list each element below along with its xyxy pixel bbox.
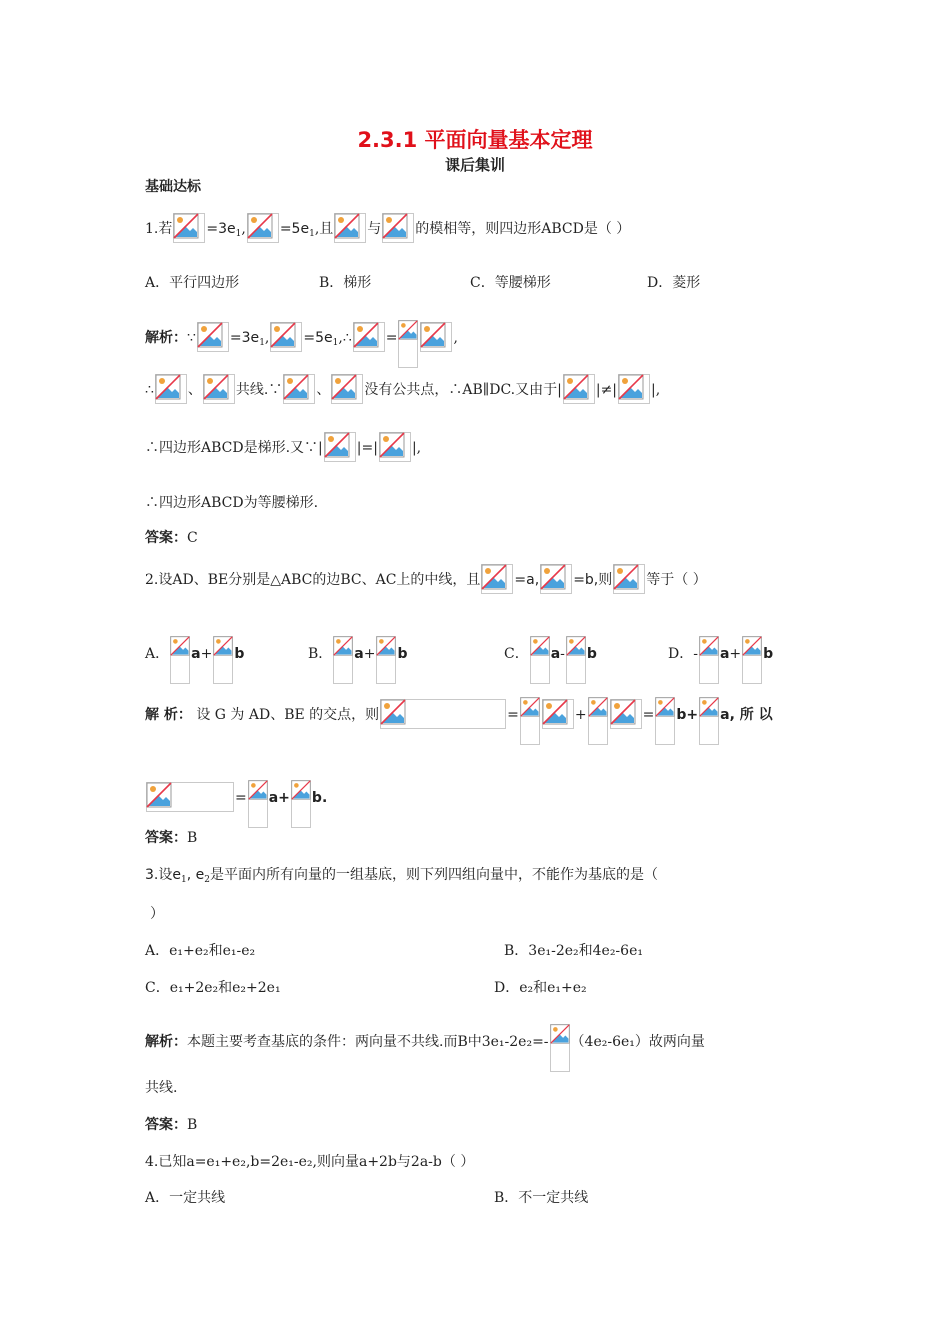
q3-solution-line2: 共线.	[145, 1080, 178, 1096]
q2-option-d: D．- a+ b	[668, 636, 773, 684]
vector-image-icon	[334, 213, 366, 243]
q1-option-a: A．平行四边形	[145, 275, 240, 291]
vector-image-icon	[613, 564, 645, 594]
q1-solution-line3: ∴四边形ABCD是梯形.又∵| |=| |,	[145, 432, 421, 462]
q1-solution-line4: ∴四边形ABCD为等腰梯形.	[145, 495, 319, 511]
vector-image-icon	[380, 699, 506, 729]
q2-option-b: B． a+ b	[308, 636, 408, 684]
section-heading: 基础达标	[145, 179, 201, 195]
vector-image-icon	[197, 322, 229, 352]
q1-stem: 1.若 $=3e_1$, $=5e_1$,且 与 的模相等，则四边形ABCD是（ ）	[145, 213, 630, 243]
fraction-image-icon	[520, 697, 540, 745]
page-title: 2.3.1 平面向量基本定理	[357, 128, 593, 152]
vector-image-icon	[247, 213, 279, 243]
vector-image-icon	[618, 374, 650, 404]
q4-option-b: B．不一定共线	[494, 1190, 589, 1206]
vector-image-icon	[203, 374, 235, 404]
q1-option-c: C．等腰梯形	[470, 275, 551, 291]
vector-image-icon	[155, 374, 187, 404]
q2-solution-line2: = a+ b.	[145, 780, 327, 828]
fraction-image-icon	[213, 636, 233, 684]
q1-option-d: D．菱形	[647, 275, 701, 291]
q2-option-c: C． a- b	[504, 636, 597, 684]
q1-solution-line2: ∴ 、 共线.∵ 、 没有公共点，∴AB∥DC.又由于| |≠| |,	[145, 374, 660, 404]
vector-image-icon	[563, 374, 595, 404]
q2-stem: 2.设AD、BE分别是△ABC的边BC、AC上的中线，且 =a, =b,则 等于（ ）	[145, 564, 707, 594]
fraction-image-icon	[588, 697, 608, 745]
q1-option-b: B．梯形	[319, 275, 372, 291]
page-subtitle: 课后集训	[444, 156, 505, 174]
fraction-image-icon	[655, 697, 675, 745]
fraction-image-icon	[398, 320, 418, 368]
q3-stem: 3.设$e_1$, $e_2$是平面内所有向量的一组基底，则下列四组向量中，不能作为基底的是（	[145, 867, 658, 885]
q2-answer: 答案：B	[145, 830, 198, 846]
q3-option-d: D．e₂和e₁+e₂	[494, 980, 587, 996]
vector-image-icon	[610, 699, 642, 729]
q3-option-c: C．e₁+2e₂和e₂+2e₁	[145, 980, 281, 996]
vector-image-icon	[420, 322, 452, 352]
q3-option-b: B．3e₁-2e₂和4e₂-6e₁	[504, 943, 643, 959]
q3-option-a: A．e₁+e₂和e₁-e₂	[145, 943, 256, 959]
fraction-image-icon	[376, 636, 396, 684]
fraction-image-icon	[291, 780, 311, 828]
vector-image-icon	[353, 322, 385, 352]
fraction-image-icon	[699, 697, 719, 745]
q1-answer: 答案：C	[145, 530, 198, 546]
vector-image-icon	[270, 322, 302, 352]
vector-image-icon	[173, 213, 205, 243]
q2-solution-line1: 解 析： 设 G 为 AD、BE 的交点，则 = + = b+ a, 所 以	[145, 697, 773, 745]
vector-image-icon	[481, 564, 513, 594]
q2-option-a: A． a+ b	[145, 636, 244, 684]
fraction-image-icon	[699, 636, 719, 684]
vector-image-icon	[324, 432, 356, 462]
vector-image-icon	[146, 782, 234, 812]
vector-image-icon	[331, 374, 363, 404]
q3-solution-line1: 解析：本题主要考查基底的条件：两向量不共线.而B中3e₁-2e₂=- （4e₂-6e₁）故两向量	[145, 1024, 705, 1072]
vector-image-icon	[283, 374, 315, 404]
fraction-image-icon	[566, 636, 586, 684]
q3-answer: 答案：B	[145, 1117, 198, 1133]
q4-stem: 4.已知a=e₁+e₂,b=2e₁-e₂,则向量a+2b与2a-b（ ）	[145, 1154, 475, 1170]
fraction-image-icon	[170, 636, 190, 684]
fraction-image-icon	[550, 1024, 570, 1072]
fraction-image-icon	[333, 636, 353, 684]
fraction-image-icon	[742, 636, 762, 684]
q3-stem-cont: ）	[150, 906, 164, 922]
q1-solution-line1: 解析：∵ $=3e_1$, $=5e_1,\therefore$ = ,	[145, 320, 458, 368]
fraction-image-icon	[530, 636, 550, 684]
q4-option-a: A．一定共线	[145, 1190, 226, 1206]
fraction-image-icon	[248, 780, 268, 828]
vector-image-icon	[540, 564, 572, 594]
vector-image-icon	[542, 699, 574, 729]
vector-image-icon	[379, 432, 411, 462]
vector-image-icon	[382, 213, 414, 243]
